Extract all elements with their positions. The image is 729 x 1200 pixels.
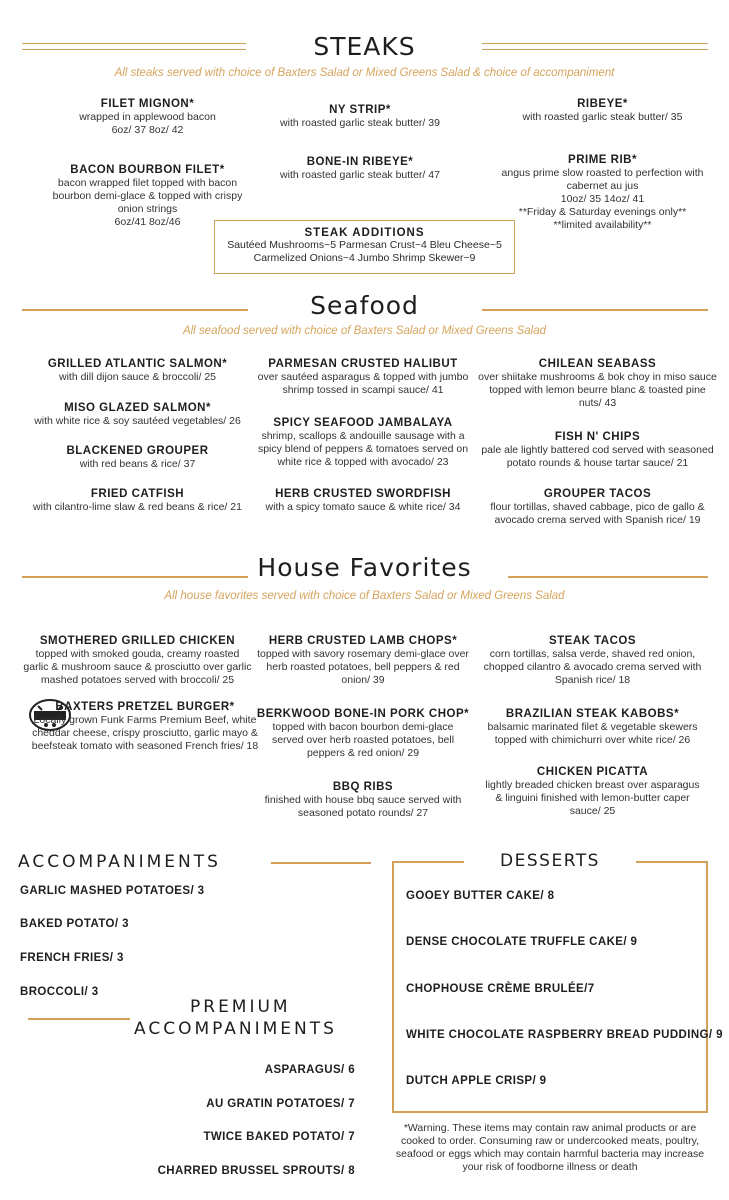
item-desc: with white rice & soy sautéed vegetables/ 26	[34, 415, 241, 427]
menu-item	[255, 103, 465, 130]
desserts-box-top-right	[636, 861, 708, 863]
item-desc: with roasted garlic steak butter/ 35	[522, 111, 683, 123]
accompaniment-item: BAKED POTATO/ 3	[20, 918, 129, 930]
item-name: BRAZILIAN STEAK KABOBS*	[505, 708, 680, 720]
item-desc: with cilantro-lime slaw & red beans & rice/ 21	[33, 501, 242, 513]
menu-item	[465, 634, 720, 687]
steak-additions-box	[214, 220, 515, 274]
item-name: STEAK TACOS	[548, 635, 637, 647]
menu-item	[465, 707, 720, 747]
warning-text: *Warning. These items may contain raw animal products or are cooked to order. Consuming raw or undercooked meats, poultry, seafood or eggs which may contain harmful bacteria may increase your risk of foodborne illness or death	[395, 1122, 705, 1173]
item-name: SMOTHERED GRILLED CHICKEN	[39, 635, 236, 647]
dessert-item: GOOEY BUTTER CAKE/ 8	[406, 890, 555, 902]
menu-item	[470, 430, 725, 470]
item-desc: bacon wrapped filet topped with bacon bourbon demi-glace & topped with crispy onion strings 6oz/41 8oz/46	[52, 177, 243, 228]
item-name: CHILEAN SEABASS	[538, 358, 657, 370]
dessert-item: DENSE CHOCOLATE TRUFFLE CAKE/ 9	[406, 936, 638, 948]
item-name: FILET MIGNON*	[100, 98, 195, 110]
item-name: GROUPER TACOS	[543, 488, 652, 500]
item-desc: topped with savory rosemary demi-glace over herb roasted potatoes, bell peppers & red onion/ 39	[257, 648, 469, 686]
item-desc: over sautéed asparagus & topped with jumbo shrimp tossed in scampi sauce/ 41	[257, 371, 469, 396]
dessert-item: WHITE CHOCOLATE RASPBERRY BREAD PUDDING/ 9	[406, 1029, 723, 1041]
item-name: PARMESAN CRUSTED HALIBUT	[268, 358, 458, 370]
section-subtitle-steaks: All steaks served with choice of Baxters Salad or Mixed Greens Salad & choice of accompaniment	[114, 67, 615, 79]
section-title-premium-accompaniments: ACCOMPANIMENTS	[134, 1019, 337, 1039]
item-name: HERB CRUSTED SWORDFISH	[275, 488, 451, 500]
menu-item	[247, 780, 479, 820]
divider	[28, 1018, 130, 1020]
item-desc: with roasted garlic steak butter/ 39	[280, 117, 440, 129]
item-desc: flour tortillas, shaved cabbage, pico de gallo & avocado crema served with Spanish rice/ 19	[490, 501, 705, 526]
item-name: BERKWOOD BONE-IN PORK CHOP*	[256, 708, 470, 720]
item-desc: topped with smoked gouda, creamy roasted garlic & mushroom sauce & prosciutto over garlic mashed potatoes served with broccoli/ 25	[23, 648, 252, 686]
section-title-house-favorites: House Favorites	[257, 553, 472, 582]
menu-item	[10, 444, 265, 471]
premium-item: ASPARAGUS/ 6	[264, 1064, 355, 1076]
section-title-seafood: Seafood	[310, 291, 419, 320]
section-subtitle-house-favorites: All house favorites served with choice of Baxters Salad or Mixed Greens Salad	[164, 590, 565, 602]
steak-additions-line2: Carmelized Onions~4 Jumbo Shrimp Skewer~9	[253, 252, 476, 264]
section-title-desserts: DESSERTS	[500, 851, 600, 871]
menu-item	[247, 357, 479, 397]
item-name: SPICY SEAFOOD JAMBALAYA	[273, 417, 453, 429]
item-desc: with a spicy tomato sauce & white rice/ 34	[265, 501, 461, 513]
menu-item	[10, 700, 280, 753]
menu-item	[255, 155, 465, 182]
item-name: MISO GLAZED SALMON*	[64, 402, 211, 414]
item-name: NY STRIP*	[329, 104, 391, 116]
premium-item: AU GRATIN POTATOES/ 7	[206, 1098, 355, 1110]
menu-item	[247, 634, 479, 687]
item-desc: topped with bacon bourbon demi-glace served over herb roasted potatoes, bell peppers & red onion/ 29	[271, 721, 455, 759]
menu-item	[247, 487, 479, 514]
item-name: GRILLED ATLANTIC SALMON*	[47, 358, 228, 370]
menu-item	[10, 357, 265, 384]
menu-item	[475, 97, 729, 124]
item-desc: over shiitake mushrooms & bok choy in miso sauce topped with lemon beurre blanc & toasted pine nuts/ 43	[478, 371, 717, 409]
menu-item	[247, 416, 479, 469]
menu-item	[10, 487, 265, 514]
item-desc: finished with house bbq sauce served with seasoned potato rounds/ 27	[264, 794, 462, 819]
menu-item	[10, 401, 265, 428]
item-name: BACON BOURBON FILET*	[70, 164, 225, 176]
desserts-box-top-left	[392, 861, 464, 863]
item-name: PRIME RIB*	[568, 154, 637, 166]
menu-item	[470, 487, 725, 527]
item-desc: wrapped in applewood bacon 6oz/ 37 8oz/ 42	[79, 111, 216, 136]
item-name: CHICKEN PICATTA	[536, 766, 649, 778]
item-desc: with red beans & rice/ 37	[79, 458, 196, 470]
dessert-item: CHOPHOUSE CRÈME BRULÉE/7	[406, 983, 595, 995]
item-desc: angus prime slow roasted to perfection with cabernet au jus 10oz/ 35 14oz/ 41 **Friday & Saturday evenings only** **limited availability**	[501, 167, 704, 231]
item-desc: with roasted garlic steak butter/ 47	[280, 169, 440, 181]
section-title-steaks: STEAKS	[313, 32, 416, 61]
item-name: BONE-IN RIBEYE*	[306, 156, 414, 168]
item-name: BAXTERS PRETZEL BURGER*	[55, 701, 235, 713]
dessert-item: DUTCH APPLE CRISP/ 9	[406, 1075, 547, 1087]
premium-item: TWICE BAKED POTATO/ 7	[203, 1131, 355, 1143]
accompaniment-item: BROCCOLI/ 3	[20, 986, 99, 998]
accompaniment-item: GARLIC MASHED POTATOES/ 3	[20, 885, 205, 897]
item-name: BBQ RIBS	[332, 781, 394, 793]
item-name: BLACKENED GROUPER	[66, 445, 209, 457]
menu-item	[20, 97, 275, 137]
item-desc: Locally grown Funk Farms Premium Beef, white cheddar cheese, crispy prosciutto, garlic mayo & beefsteak tomato with seasoned French fries/ 18	[31, 714, 259, 752]
menu-item	[470, 357, 725, 410]
menu-item	[247, 707, 479, 760]
section-subtitle-seafood: All seafood served with choice of Baxters Salad or Mixed Greens Salad	[182, 325, 547, 337]
item-desc: corn tortillas, salsa verde, shaved red onion, chopped cilantro & avocado crema served with Spanish rice/ 18	[483, 648, 702, 686]
item-desc: pale ale lightly battered cod served with seasoned potato rounds & house tartar sauce/ 21	[481, 444, 714, 469]
item-name: RIBEYE*	[577, 98, 628, 110]
accompaniment-item: FRENCH FRIES/ 3	[20, 952, 124, 964]
item-desc: lightly breaded chicken breast over asparagus & linguini finished with lemon-butter caper sauce/ 25	[485, 779, 700, 817]
menu-item	[10, 634, 265, 687]
item-desc: balsamic marinated filet & vegetable skewers topped with chimichurri over white rice/ 26	[487, 721, 698, 746]
item-desc: shrimp, scallops & andouille sausage with a spicy blend of peppers & tomatoes served on white rice & topped with avocado/ 23	[257, 430, 469, 468]
menu-item	[465, 765, 720, 818]
item-name: FISH N' CHIPS	[554, 431, 641, 443]
item-desc: with dill dijon sauce & broccoli/ 25	[59, 371, 216, 383]
section-title-accompaniments: ACCOMPANIMENTS	[18, 852, 221, 872]
section-title-premium: PREMIUM	[190, 997, 291, 1017]
item-name: HERB CRUSTED LAMB CHOPS*	[268, 635, 458, 647]
premium-item: CHARRED BRUSSEL SPROUTS/ 8	[157, 1165, 355, 1177]
steak-additions-line1: Sautéed Mushrooms~5 Parmesan Crust~4 Bleu Cheese~5	[227, 239, 502, 251]
divider	[271, 862, 371, 864]
item-name: FRIED CATFISH	[90, 488, 185, 500]
steak-additions-title: STEAK ADDITIONS	[304, 227, 425, 239]
